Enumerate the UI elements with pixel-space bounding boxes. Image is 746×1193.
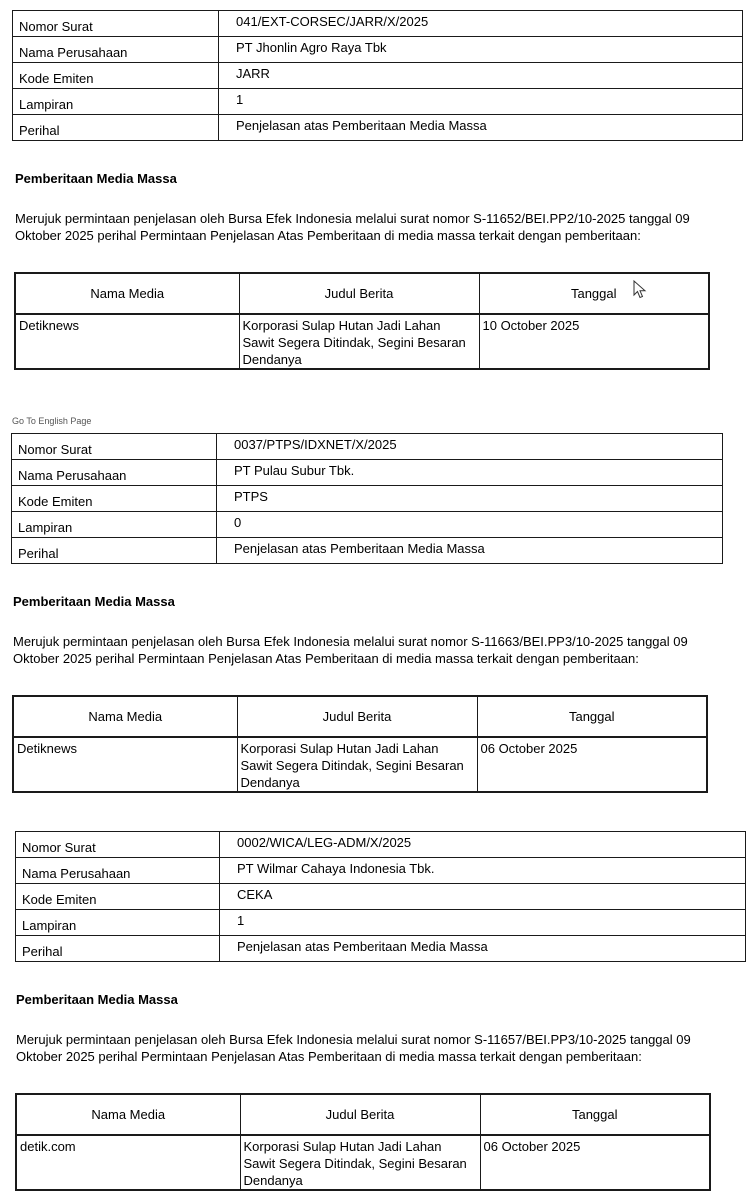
announcement-2-info-table bbox=[11, 433, 723, 564]
table-row bbox=[16, 1135, 710, 1190]
info-value: PTPS bbox=[217, 486, 723, 512]
info-label: Nama Perusahaan bbox=[16, 858, 220, 884]
date-cell: 06 October 2025 bbox=[480, 1135, 710, 1190]
info-row-nama-perusahaan bbox=[12, 460, 723, 486]
info-value: 0 bbox=[217, 512, 723, 538]
date-cell: 06 October 2025 bbox=[477, 737, 707, 792]
info-value: PT Wilmar Cahaya Indonesia Tbk. bbox=[220, 858, 746, 884]
clipped-header-text: Go To English Page bbox=[12, 416, 92, 426]
info-label: Lampiran bbox=[13, 89, 219, 115]
info-value: JARR bbox=[219, 63, 743, 89]
info-value: 0037/PTPS/IDXNET/X/2025 bbox=[217, 434, 723, 460]
info-value: Penjelasan atas Pemberitaan Media Massa bbox=[219, 115, 743, 141]
info-label: Nomor Surat bbox=[12, 434, 217, 460]
announcement-3-info-table bbox=[15, 831, 746, 962]
announcement-3-media-table bbox=[15, 1093, 711, 1191]
info-label: Perihal bbox=[16, 936, 220, 962]
column-header-judul-berita: Judul Berita bbox=[240, 1094, 480, 1135]
info-value: PT Jhonlin Agro Raya Tbk bbox=[219, 37, 743, 63]
info-row-nomor-surat bbox=[13, 11, 743, 37]
info-label: Nomor Surat bbox=[13, 11, 219, 37]
info-value: PT Pulau Subur Tbk. bbox=[217, 460, 723, 486]
media-table-header-row bbox=[16, 1094, 710, 1135]
section-title: Pemberitaan Media Massa bbox=[15, 171, 177, 186]
table-row bbox=[15, 314, 709, 369]
table-row bbox=[13, 737, 707, 792]
info-value: Penjelasan atas Pemberitaan Media Massa bbox=[217, 538, 723, 564]
info-row-perihal bbox=[16, 936, 746, 962]
column-header-tanggal: Tanggal bbox=[477, 696, 707, 737]
info-label: Kode Emiten bbox=[13, 63, 219, 89]
mouse-pointer-icon bbox=[633, 280, 649, 300]
column-header-nama-media: Nama Media bbox=[15, 273, 239, 314]
info-row-nama-perusahaan bbox=[13, 37, 743, 63]
info-row-nomor-surat bbox=[16, 832, 746, 858]
info-row-kode-emiten bbox=[13, 63, 743, 89]
media-table-header-row bbox=[13, 696, 707, 737]
section-title: Pemberitaan Media Massa bbox=[13, 594, 175, 609]
info-label: Nomor Surat bbox=[16, 832, 220, 858]
news-title-cell: Korporasi Sulap Hutan Jadi Lahan Sawit Segera Ditindak, Segini Besaran Dendanya bbox=[237, 737, 477, 792]
column-header-nama-media: Nama Media bbox=[13, 696, 237, 737]
info-label: Lampiran bbox=[12, 512, 217, 538]
news-title-cell: Korporasi Sulap Hutan Jadi Lahan Sawit Segera Ditindak, Segini Besaran Dendanya bbox=[239, 314, 479, 369]
info-value: Penjelasan atas Pemberitaan Media Massa bbox=[220, 936, 746, 962]
info-value: 1 bbox=[219, 89, 743, 115]
info-label: Nama Perusahaan bbox=[12, 460, 217, 486]
media-name-cell: detik.com bbox=[16, 1135, 240, 1190]
info-row-lampiran bbox=[13, 89, 743, 115]
info-row-perihal bbox=[12, 538, 723, 564]
section-title: Pemberitaan Media Massa bbox=[16, 992, 178, 1007]
media-table-header-row bbox=[15, 273, 709, 314]
info-row-lampiran bbox=[12, 512, 723, 538]
info-row-nama-perusahaan bbox=[16, 858, 746, 884]
news-title-cell: Korporasi Sulap Hutan Jadi Lahan Sawit Segera Ditindak, Segini Besaran Dendanya bbox=[240, 1135, 480, 1190]
media-name-cell: Detiknews bbox=[13, 737, 237, 792]
request-paragraph: Merujuk permintaan penjelasan oleh Bursa Efek Indonesia melalui surat nomor S-11657/BEI.PP3/10-2025 tanggal 09 Oktober 2025 perihal Permintaan Penjelasan Atas Pemberitaan di media massa terkait dengan pemberitaan: bbox=[16, 1032, 691, 1064]
media-name-cell: Detiknews bbox=[15, 314, 239, 369]
info-label: Kode Emiten bbox=[12, 486, 217, 512]
column-header-judul-berita: Judul Berita bbox=[237, 696, 477, 737]
column-header-tanggal: Tanggal bbox=[479, 273, 709, 314]
column-header-tanggal: Tanggal bbox=[480, 1094, 710, 1135]
request-paragraph: Merujuk permintaan penjelasan oleh Bursa Efek Indonesia melalui surat nomor S-11663/BEI.PP3/10-2025 tanggal 09 Oktober 2025 perihal Permintaan Penjelasan Atas Pemberitaan di media massa terkait dengan pemberitaan: bbox=[13, 634, 688, 666]
date-cell: 10 October 2025 bbox=[479, 314, 709, 369]
info-row-kode-emiten bbox=[12, 486, 723, 512]
info-value: 0002/WICA/LEG-ADM/X/2025 bbox=[220, 832, 746, 858]
info-label: Kode Emiten bbox=[16, 884, 220, 910]
info-value: 1 bbox=[220, 910, 746, 936]
info-label: Nama Perusahaan bbox=[13, 37, 219, 63]
column-header-judul-berita: Judul Berita bbox=[239, 273, 479, 314]
announcement-2-media-table bbox=[12, 695, 708, 793]
info-row-lampiran bbox=[16, 910, 746, 936]
request-paragraph: Merujuk permintaan penjelasan oleh Bursa Efek Indonesia melalui surat nomor S-11652/BEI.PP2/10-2025 tanggal 09 Oktober 2025 perihal Permintaan Penjelasan Atas Pemberitaan di media massa terkait dengan pemberitaan: bbox=[15, 211, 690, 243]
announcement-1-media-table bbox=[14, 272, 710, 370]
info-label: Lampiran bbox=[16, 910, 220, 936]
info-row-perihal bbox=[13, 115, 743, 141]
info-row-nomor-surat bbox=[12, 434, 723, 460]
info-label: Perihal bbox=[12, 538, 217, 564]
announcement-1-info-table bbox=[12, 10, 743, 141]
info-value: CEKA bbox=[220, 884, 746, 910]
info-row-kode-emiten bbox=[16, 884, 746, 910]
column-header-nama-media: Nama Media bbox=[16, 1094, 240, 1135]
info-label: Perihal bbox=[13, 115, 219, 141]
info-value: 041/EXT-CORSEC/JARR/X/2025 bbox=[219, 11, 743, 37]
